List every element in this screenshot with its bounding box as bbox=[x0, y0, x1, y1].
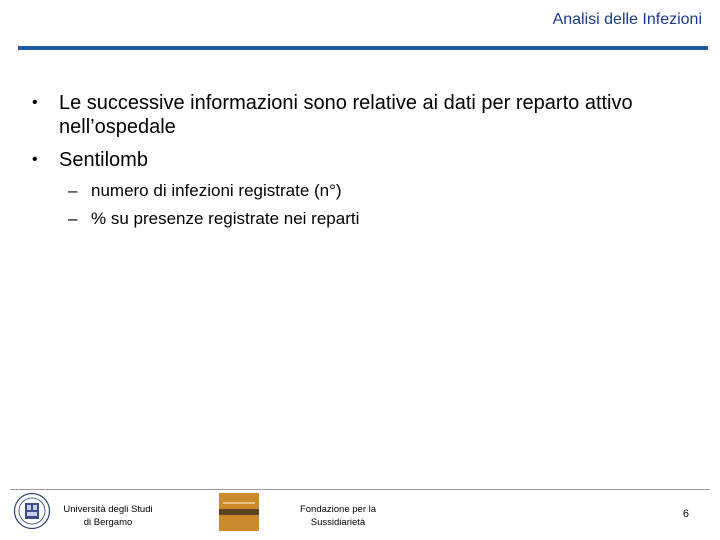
subbullet-text: numero di infezioni registrate (n°) bbox=[91, 181, 342, 200]
foundation-name: Fondazione per la Sussidiarietà bbox=[299, 504, 377, 528]
foundation-logo-icon bbox=[219, 493, 259, 531]
dash-marker: – bbox=[68, 209, 78, 228]
bullet-text: Sentilomb bbox=[59, 149, 148, 171]
bullet-text: Le successive informazioni sono relative ai dati per reparto attivo nell’ospedale bbox=[59, 92, 633, 138]
header-divider bbox=[18, 46, 708, 50]
subbullet-text: % su presenze registrate nei reparti bbox=[91, 209, 360, 228]
university-seal-icon bbox=[13, 492, 51, 530]
university-name: Università degli Studi di Bergamo bbox=[63, 504, 153, 528]
bullet-marker: • bbox=[32, 94, 38, 111]
footer-divider bbox=[10, 489, 710, 490]
bullet-marker: • bbox=[32, 151, 38, 168]
dash-marker: – bbox=[68, 181, 78, 200]
slide-header-title: Analisi delle Infezioni bbox=[552, 11, 702, 28]
page-number: 6 bbox=[682, 508, 689, 520]
